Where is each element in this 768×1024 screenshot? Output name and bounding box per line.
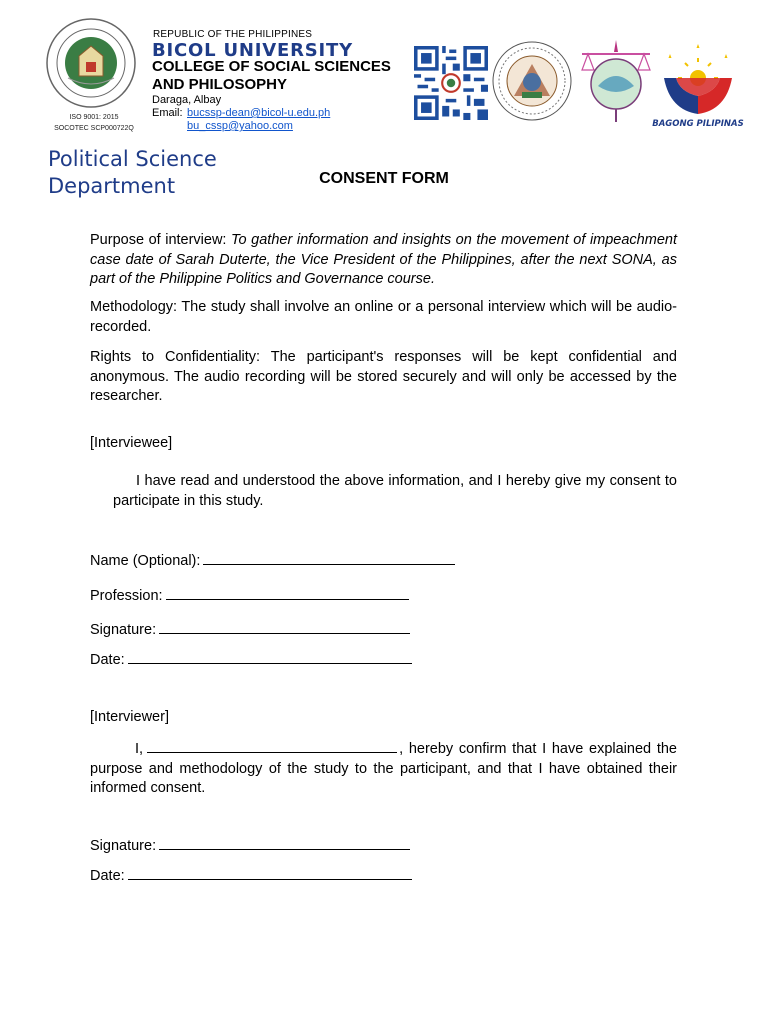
confidentiality-paragraph: Rights to Confidentiality: The participant's responses will be kept confidential and anonymous. The audio recording will be stored securely and will only be accessed by the researcher.	[90, 349, 677, 404]
interviewer-date-field[interactable]	[90, 866, 412, 884]
bagong-pilipinas-label: BAGONG PILIPINAS	[652, 119, 744, 129]
signature-label: Signature:	[90, 838, 157, 854]
iso-line-2: SOCOTEC SCP000722Q	[54, 125, 134, 132]
interviewer-name-line[interactable]	[147, 739, 397, 753]
date-label: Date:	[90, 652, 125, 668]
profession-blank-line[interactable]	[166, 586, 409, 600]
form-title: CONSENT FORM	[319, 170, 449, 187]
interviewer-confirmation-statement	[90, 739, 677, 799]
methodology-paragraph: Methodology: The study shall involve an online or a personal interview which will be audio-recorded.	[90, 299, 677, 335]
date-label: Date:	[90, 868, 125, 884]
iso-line-1: ISO 9001: 2015	[69, 114, 119, 121]
profession-label: Profession:	[90, 588, 163, 604]
interviewer-date-line[interactable]	[128, 866, 412, 880]
department-name: Political Science Department	[48, 147, 217, 198]
interviewee-date-line[interactable]	[128, 650, 412, 664]
name-blank-line[interactable]	[203, 551, 455, 565]
interviewer-signature-line[interactable]	[159, 836, 410, 850]
name-label: Name (Optional):	[90, 553, 201, 569]
political-science-seal-icon	[578, 36, 654, 126]
profession-field[interactable]	[90, 586, 409, 604]
signature-label: Signature:	[90, 622, 157, 638]
bagong-pilipinas-logo	[650, 40, 746, 130]
interviewee-consent-statement: I have read and understood the above information, and I hereby give my consent to participate in this study.	[113, 473, 677, 509]
name-field[interactable]	[90, 551, 455, 569]
college-seal-icon	[492, 38, 572, 124]
email-link-dean[interactable]: bucssp-dean@bicol-u.edu.ph	[187, 107, 331, 119]
bicol-university-logo	[46, 18, 136, 108]
address: Daraga, Albay	[152, 94, 222, 106]
interviewee-date-field[interactable]	[90, 650, 412, 668]
college-name: COLLEGE OF SOCIAL SCIENCES AND PHILOSOPHY	[152, 58, 391, 93]
interviewee-signature-line[interactable]	[159, 620, 410, 634]
purpose-paragraph	[90, 231, 677, 290]
email-label: Email:	[152, 107, 183, 119]
purpose-text: To gather information and insights on the movement of impeachment case date of Sarah Duterte, the Vice President of the Philippines, after the next SONA, as part of the Philippine Politics and Governance course.	[90, 232, 677, 287]
purpose-label: Purpose of interview:	[90, 232, 227, 248]
university-name: BICOL UNIVERSITY	[152, 40, 353, 61]
republic-text: REPUBLIC OF THE PHILIPPINES	[153, 29, 313, 40]
interviewer-statement: , hereby confirm that I have explained the purpose and methodology of the study to the participant, and that I have obtained their informed consent.	[90, 741, 677, 796]
qr-code-icon	[414, 46, 488, 120]
interviewee-heading: [Interviewee]	[90, 435, 173, 451]
iso-certification	[44, 112, 144, 134]
interviewer-signature-field[interactable]	[90, 836, 410, 854]
interviewee-signature-field[interactable]	[90, 620, 410, 638]
interviewer-prefix: I,	[135, 741, 144, 757]
email-link-cssp[interactable]: bu_cssp@yahoo.com	[187, 120, 293, 132]
interviewer-heading: [Interviewer]	[90, 709, 169, 725]
